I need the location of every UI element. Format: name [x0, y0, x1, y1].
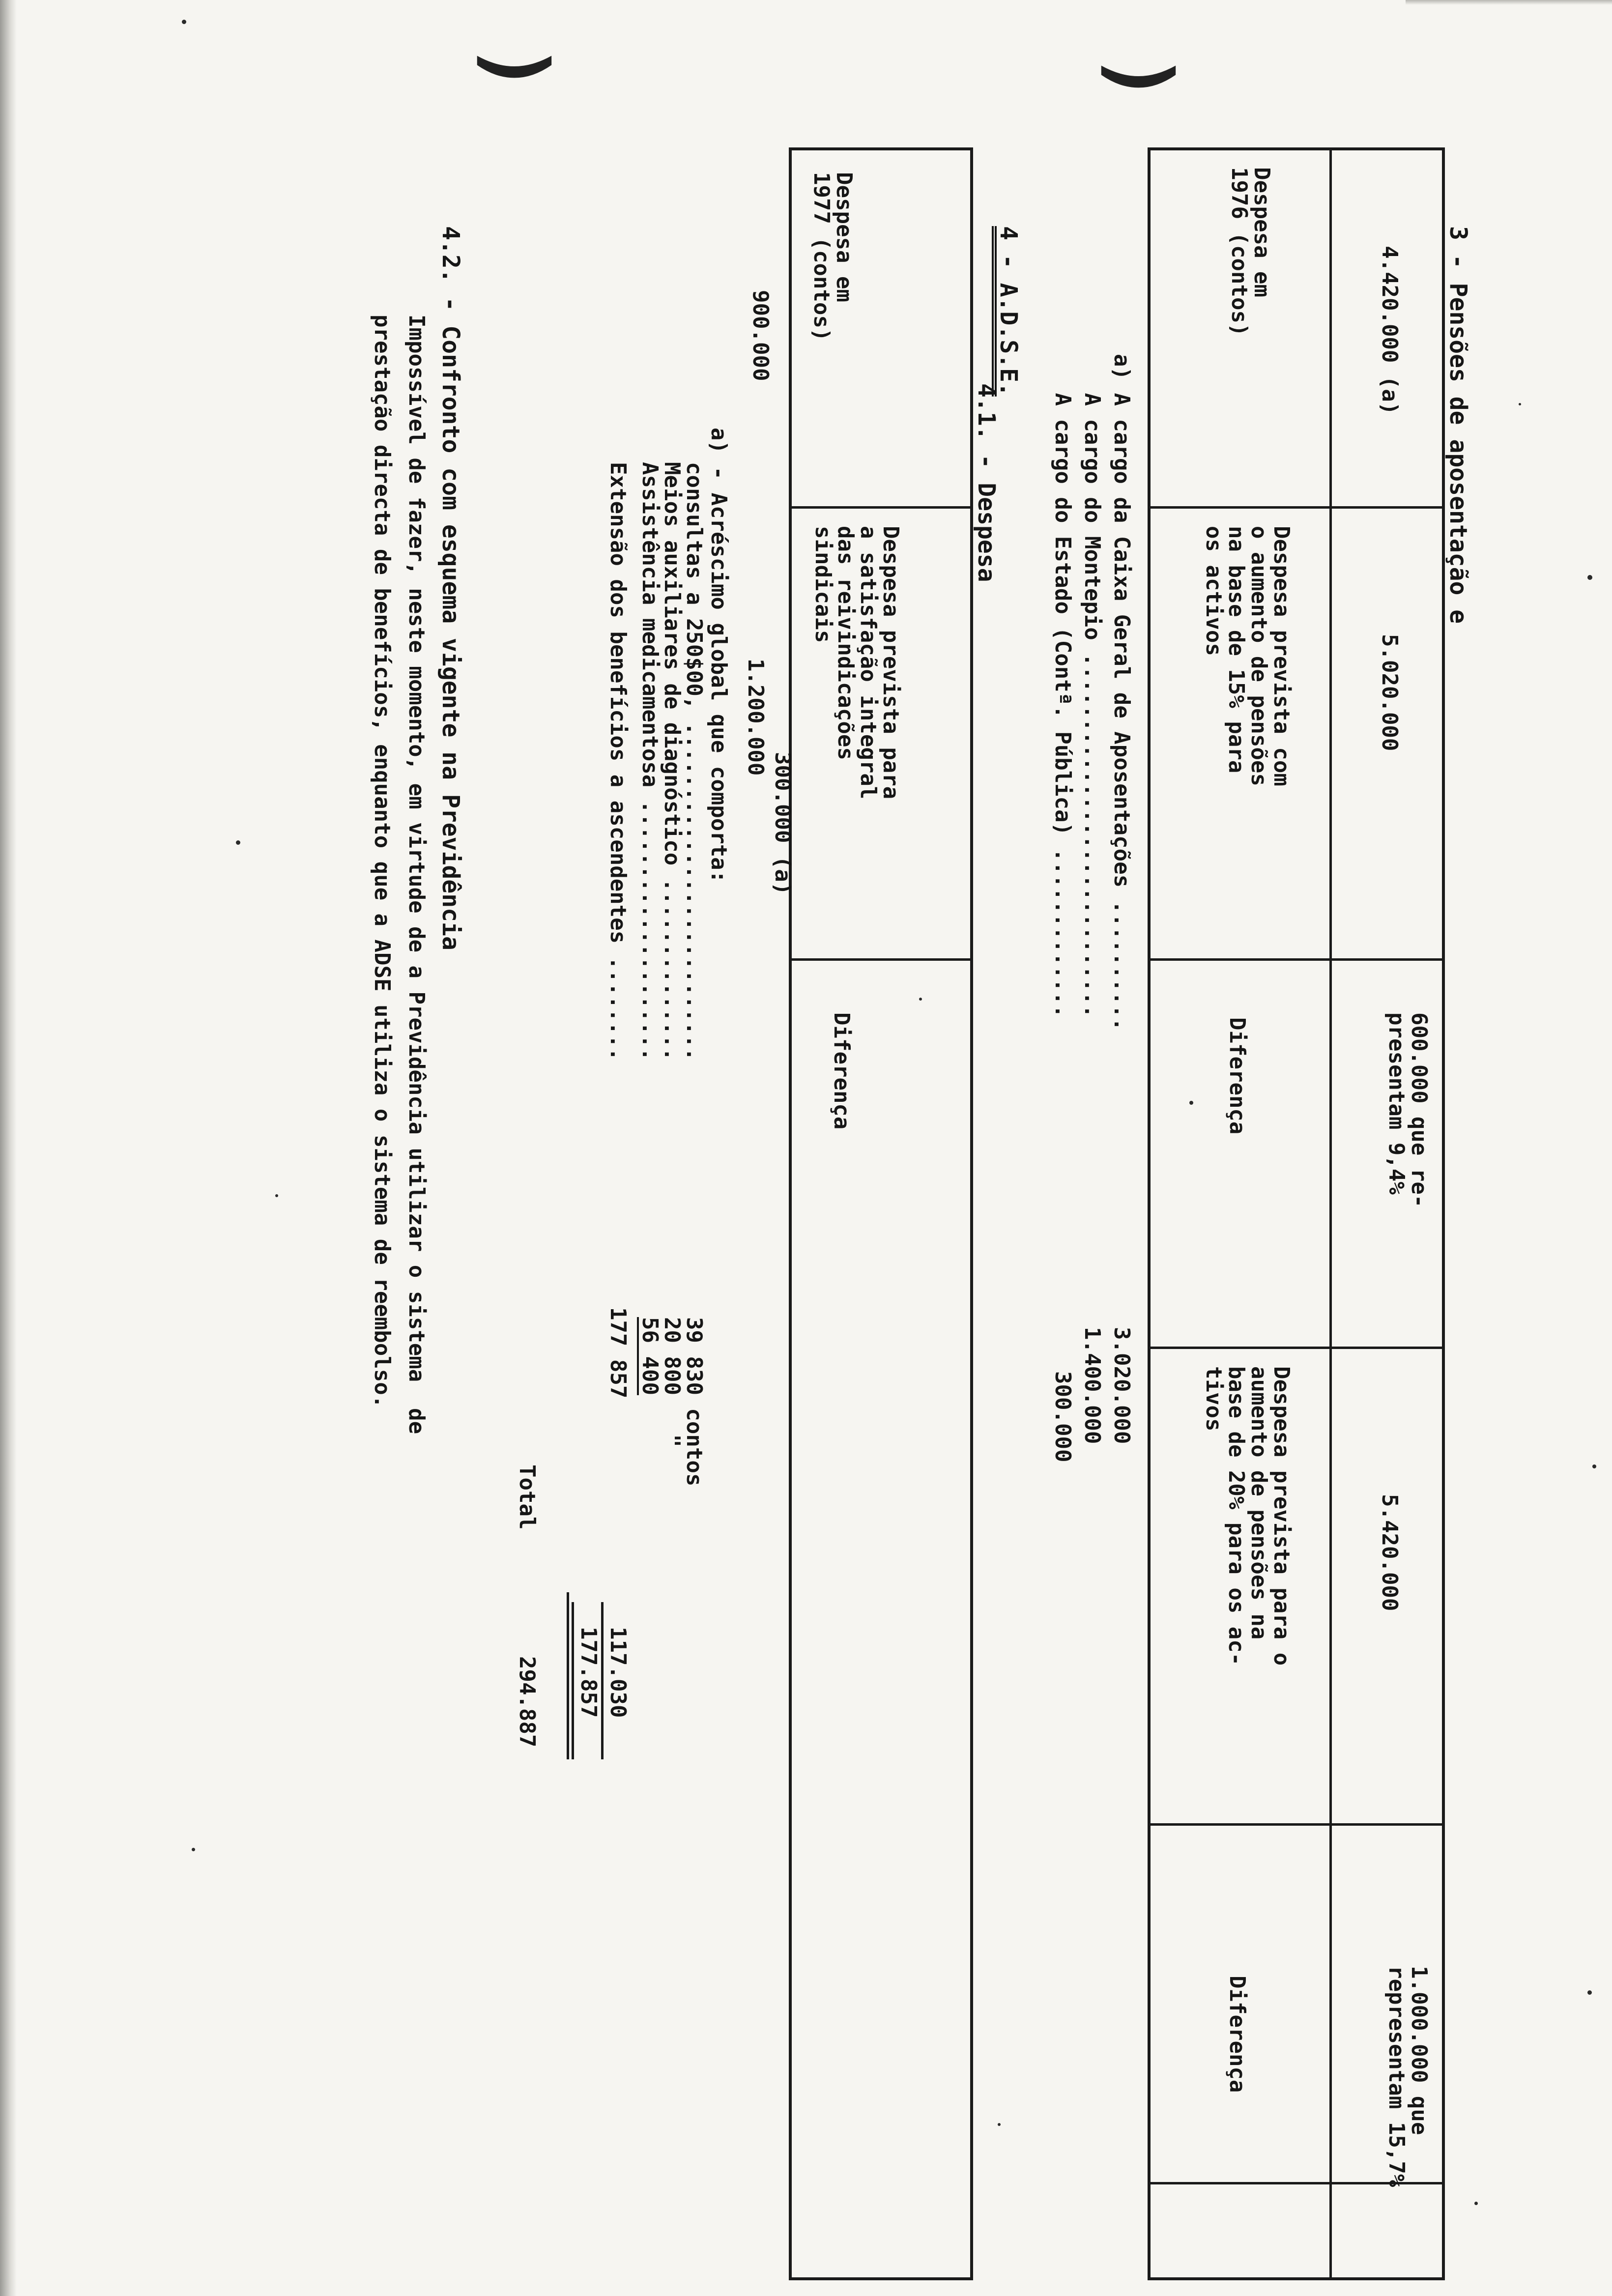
pensions-table: [1148, 147, 1445, 2280]
acrescimo-item: Extensão dos benefícios a ascendentes ........: [605, 462, 631, 1061]
note-a-line: a) A cargo da Caixa Geral de Aposentações ..........: [1109, 354, 1134, 1031]
header-diferenca-2: Diferença: [1225, 1976, 1250, 2093]
acrescimo-value: 39 830 contos: [682, 1317, 707, 1487]
note-a-value: 300.000: [1050, 1371, 1075, 1463]
section-4-2-title: 4.2. - Confronto com esquema vigente na Previdência: [437, 226, 464, 950]
acrescimo-value: 20 800 ": [660, 1317, 685, 1447]
subtotal-177857: 177.857: [576, 1627, 601, 1718]
binding-mark: ): [1092, 53, 1190, 104]
cell-5420000: 5.420.000: [1377, 1494, 1402, 1611]
table-divider: [1148, 1347, 1445, 1349]
acrescimo-value: 56 400: [637, 1317, 662, 1395]
table-divider: [1329, 147, 1332, 2280]
header-despesa-15: Despesa prevista com o aumento de pensões na base de 15% para os activos: [1201, 526, 1294, 786]
acrescimo-item: Meios auxiliares de diagnóstico ..............: [660, 462, 685, 1061]
table-divider: [789, 958, 973, 961]
total-label: Total: [515, 1464, 540, 1530]
sum-rule: [567, 1592, 569, 1759]
value-900000: 900.000: [748, 290, 773, 381]
header-despesa-20: Despesa prevista para o aumento de pensões na base de 20% para os ac- tivos: [1201, 1366, 1294, 1666]
note-a-value: 3.020.000: [1109, 1327, 1134, 1444]
total-value: 294.887: [515, 1656, 540, 1748]
cell-4420000: 4.420.000 (a): [1377, 246, 1402, 415]
cell-diferenca-9-4: 600.000 que re- presentam 9,4%: [1384, 1012, 1432, 1208]
value-300000: 300.000 (a): [770, 752, 795, 895]
compare-paragraph: prestação directa de benefícios, enquanto que a ADSE utiliza o sistema de reembolso.: [370, 315, 395, 1408]
acrescimo-value: 177 857: [605, 1307, 631, 1399]
header-diferenca-adse: Diferença: [829, 1012, 854, 1130]
section-4-1-title: 4.1. - Despesa: [973, 383, 1000, 582]
cell-diferenca-15-7: 1.000.000 que representam 15,7%: [1384, 1966, 1432, 2187]
sum-rule: [572, 1602, 574, 1759]
section-3-title: 3 - Pensões de aposentação e: [1444, 226, 1472, 624]
cell-5020000: 5.020.000: [1377, 634, 1402, 751]
acrescimo-item: Assistência medicamentosa ....................: [637, 462, 662, 1061]
binding-mark: ): [468, 43, 566, 94]
value-1200000: 1.200.000: [743, 659, 768, 776]
section-4-title: 4 - A.D.S.E.: [995, 226, 1022, 397]
note-a-value: 1.400.000: [1080, 1327, 1105, 1444]
sum-rule: [601, 1602, 604, 1759]
subtotal-117030: 117.030: [605, 1627, 631, 1718]
header-despesa-1976: Despesa em 1976 (contos): [1227, 167, 1274, 337]
table-divider: [1148, 958, 1445, 961]
header-despesa-reivindicacoes: Despesa prevista para a satisfação integral das reivindicações sindicais: [810, 526, 903, 800]
table-divider: [1148, 506, 1445, 509]
acrescimo-item: consultas a 250$00, ..........................: [682, 462, 707, 1061]
header-diferenca: Diferença: [1225, 1017, 1250, 1135]
adse-table: [789, 147, 973, 2280]
note-a-line: A cargo do Estado (Contª. Pública) .............: [1050, 354, 1075, 1018]
note-a-line: A cargo do Montepio ............................: [1080, 354, 1105, 1018]
header-despesa-1977: Despesa em 1977 (contos): [809, 172, 857, 342]
acrescimo-intro: a) - Acréscimo global que comporta:: [706, 428, 731, 884]
table-divider: [789, 506, 973, 509]
compare-paragraph: Impossível de fazer, neste momento, em virtude de a Previdência utilizar o sistema de: [404, 315, 429, 1435]
table-divider: [1148, 1823, 1445, 1826]
